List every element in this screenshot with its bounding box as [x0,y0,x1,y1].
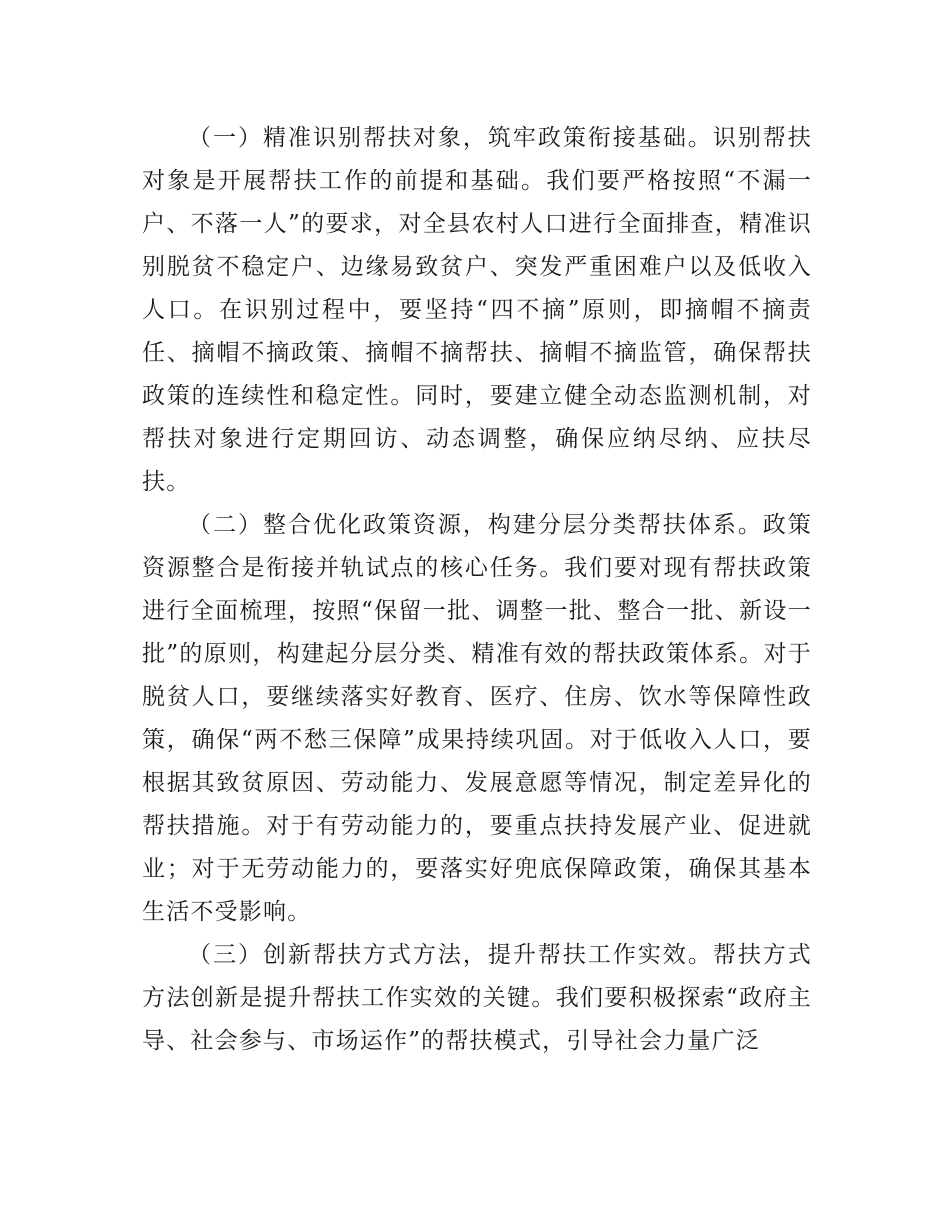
paragraph-2: （二）整合优化政策资源，构建分层分类帮扶体系。政策资源整合是衔接并轨试点的核心任务。我们要对现有帮扶政策进行全面梳理，按照“保留一批、调整一批、整合一批、新设一批”的原则，构建起分层分类、精准有效的帮扶政策体系。对于脱贫人口，要继续落实好教育、医疗、住房、饮水等保障性政策，确保“两不愁三保障”成果持续巩固。对于低收入人口，要根据其致贫原因、劳动能力、发展意愿等情况，制定差异化的帮扶措施。对于有劳动能力的，要重点扶持发展产业、促进就业；对于无劳动能力的，要落实好兜底保障政策，确保其基本生活不受影响。 [142,512,812,925]
paragraph-1: （一）精准识别帮扶对象，筑牢政策衔接基础。识别帮扶对象是开展帮扶工作的前提和基础。我们要严格按照“不漏一户、不落一人”的要求，对全县农村人口进行全面排查，精准识别脱贫不稳定户、边缘易致贫户、突发严重困难户以及低收入人口。在识别过程中，要坚持“四不摘”原则，即摘帽不摘责任、摘帽不摘政策、摘帽不摘帮扶、摘帽不摘监管，确保帮扶政策的连续性和稳定性。同时，要建立健全动态监测机制，对帮扶对象进行定期回访、动态调整，确保应纳尽纳、应扶尽扶。 [142,125,812,495]
paragraph-3: （三）创新帮扶方式方法，提升帮扶工作实效。帮扶方式方法创新是提升帮扶工作实效的关键。我们要积极探索“政府主导、社会参与、市场运作”的帮扶模式，引导社会力量广泛 [142,942,812,1054]
document-body [142,117,812,1063]
